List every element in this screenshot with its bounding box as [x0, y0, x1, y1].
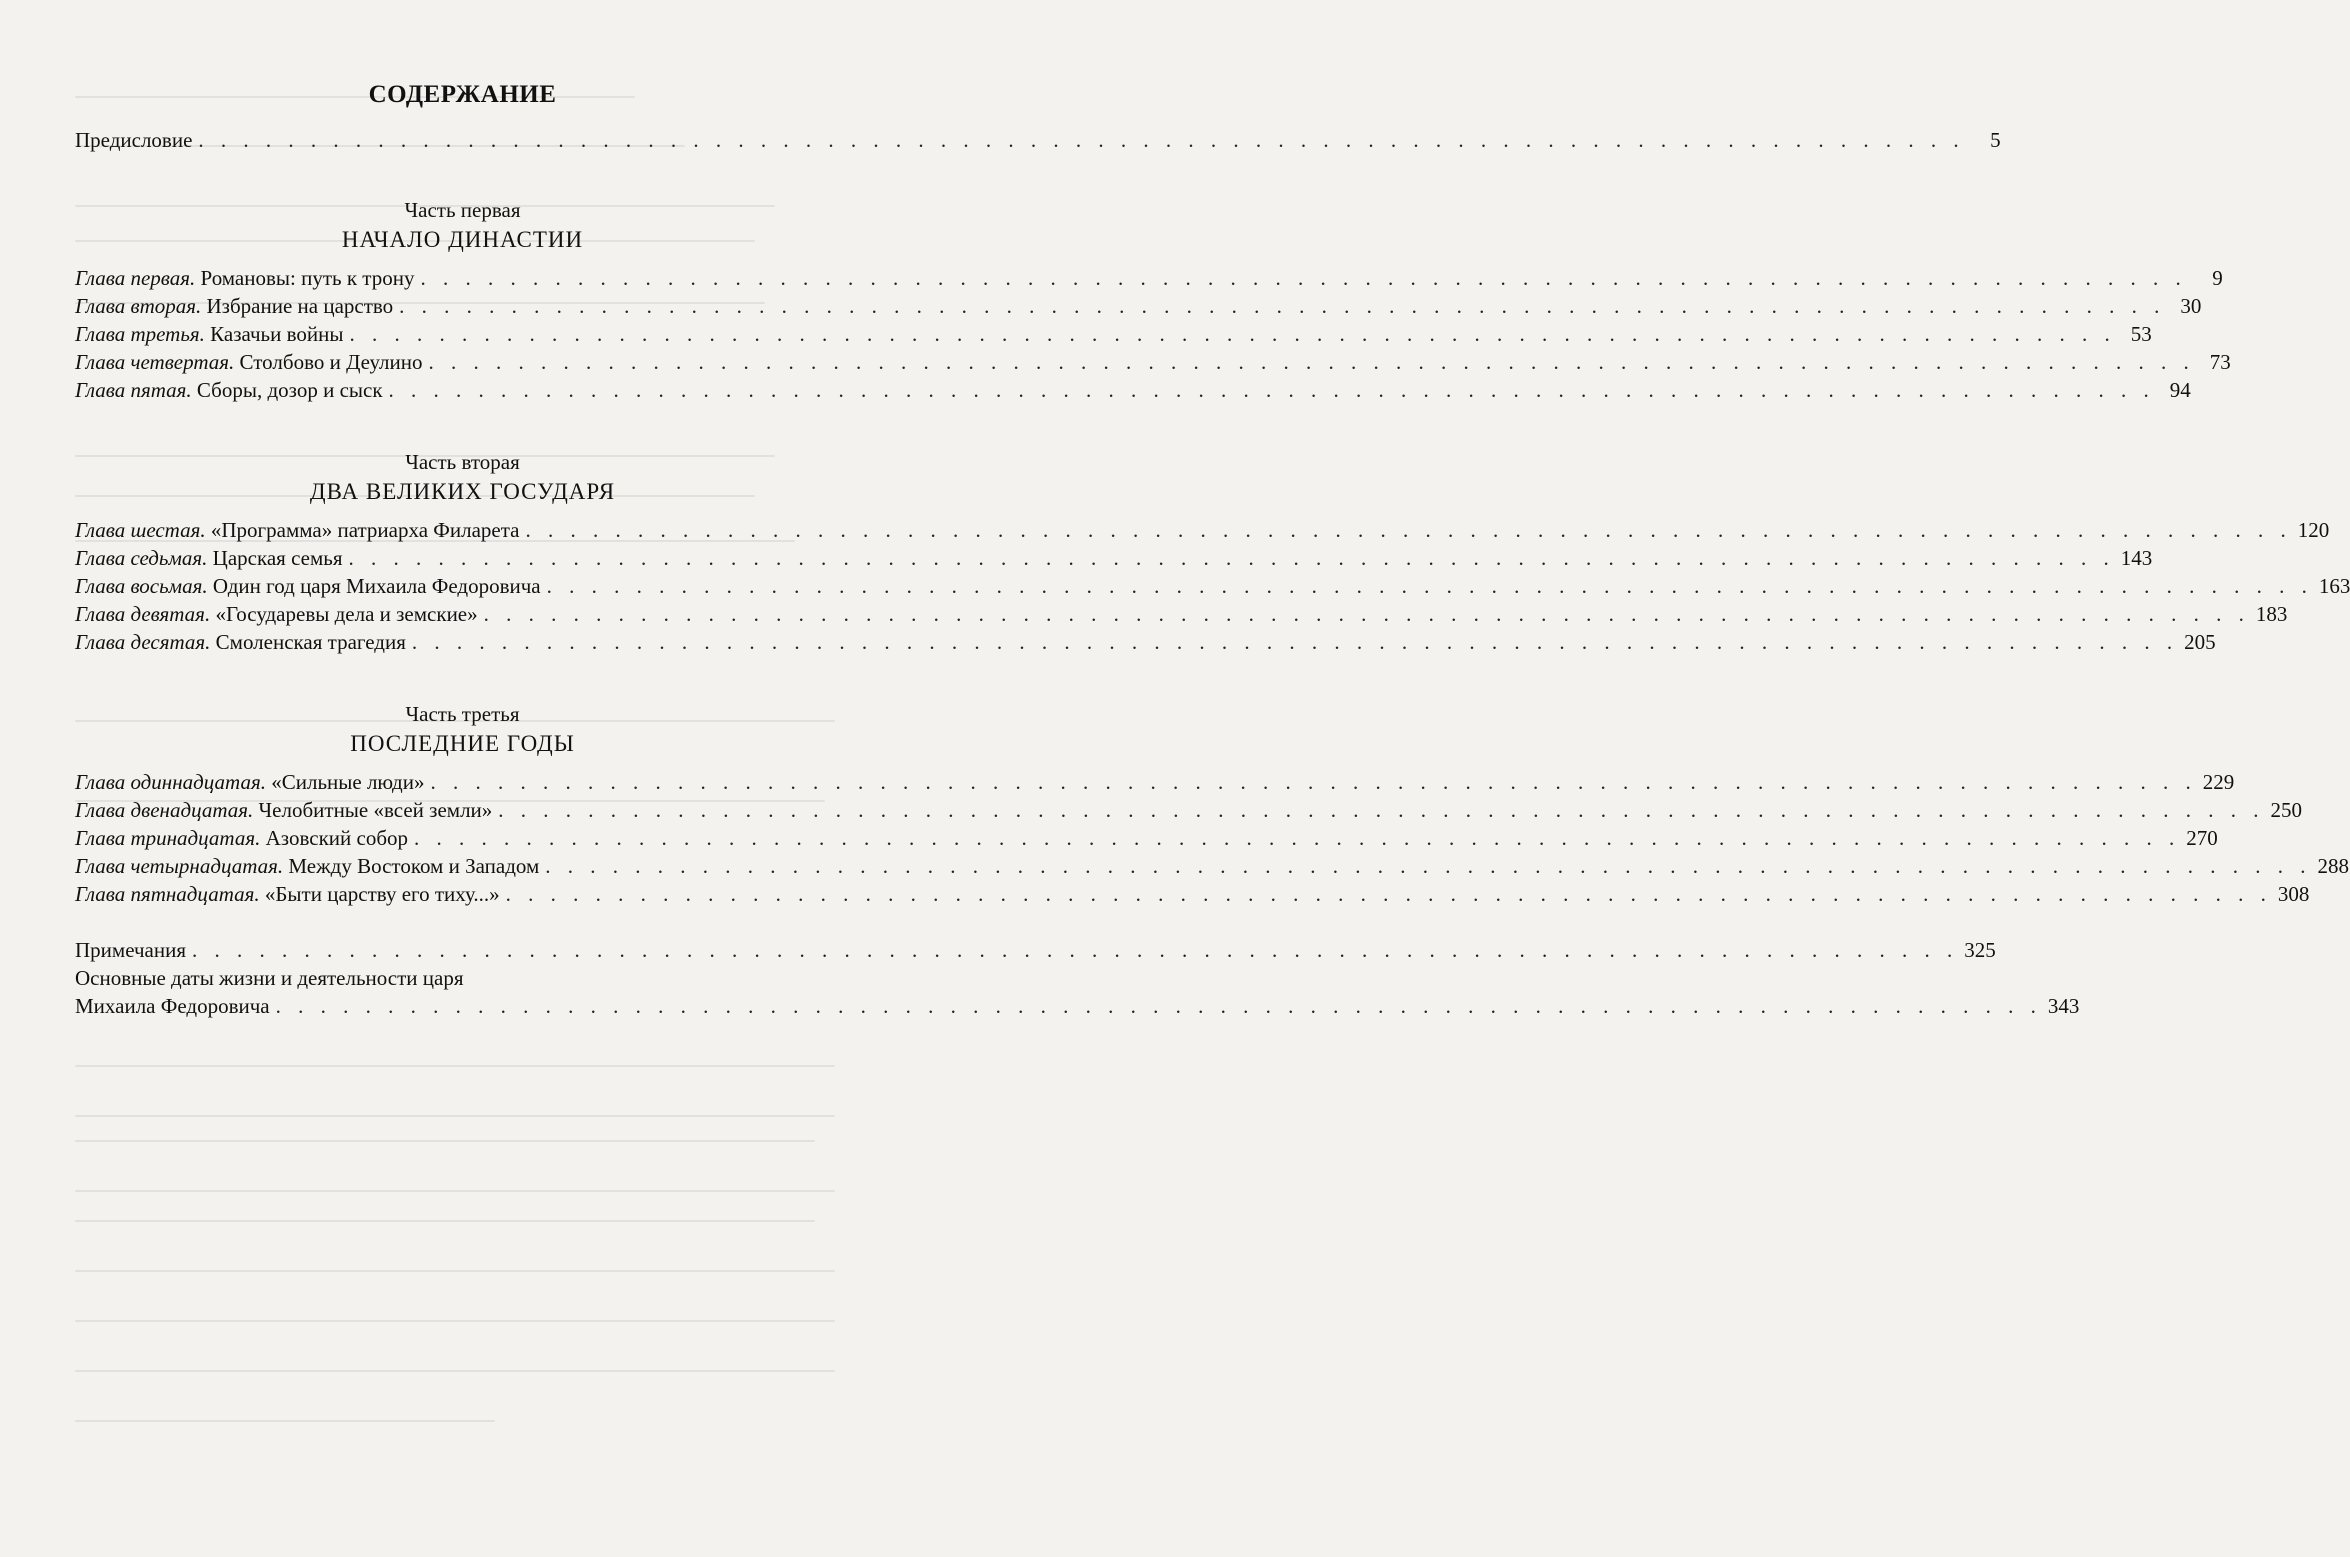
dot-leader: . . . . . . . . . . . . . . . . . . . . . . . . . . . . . . . . . . . . . . . . . . . . . . . . . . . . . . . . . . . . . . . . . . . . . . . . . . . . . . . — [411, 630, 2179, 654]
chapter-title: Казачьи войны — [210, 322, 344, 346]
dot-leader: . . . . . . . . . . . . . . . . . . . . . . . . . . . . . . . . . . . . . . . . . . . . . . . . . . . . . . . . . . . . . . . . . . . . . . . . . . . . . . . — [275, 994, 2042, 1018]
entry-label — [75, 796, 492, 824]
toc-entry-dates-line1[interactable]: Основные даты жизни и деятельности царя — [75, 966, 464, 990]
toc-entry-chapter[interactable] — [75, 572, 2350, 600]
chapter-title: «Государевы дела и земские» — [215, 602, 478, 626]
dot-leader: . . . . . . . . . . . . . . . . . . . . . . . . . . . . . . . . . . . . . . . . . . . . . . . . . . . . . . . . . . . . . . . . . . . . . . . . . . . . . . . — [498, 798, 2265, 822]
toc-entry-preface[interactable] — [75, 126, 2001, 154]
part-label: Часть третья — [405, 702, 520, 726]
entry-label — [75, 880, 500, 908]
page-number: 94 — [2169, 378, 2191, 402]
dot-leader: . . . . . . . . . . . . . . . . . . . . . . . . . . . . . . . . . . . . . . . . . . . . . . . . . . . . . . . . . . . . . . . . . . . . . . . . . . . . . . . — [428, 350, 2195, 374]
part-label: Часть вторая — [405, 450, 520, 474]
chapter-number: Глава двенадцатая. — [75, 798, 254, 822]
part-title: ДВА ВЕЛИКИХ ГОСУДАРЯ — [309, 479, 616, 504]
toc-entry-chapter[interactable] — [75, 292, 2202, 320]
page-number: 30 — [2180, 294, 2202, 318]
page-number: 250 — [2270, 798, 2303, 822]
entry-label — [75, 572, 541, 600]
toc-entry-chapter[interactable] — [75, 348, 2231, 376]
toc-entry-chapter[interactable] — [75, 264, 2223, 292]
toc-entry-chapter[interactable] — [75, 852, 2350, 880]
chapter-number: Глава тринадцатая. — [75, 826, 261, 850]
page-number: 343 — [2047, 994, 2080, 1018]
dot-leader: . . . . . . . . . . . . . . . . . . . . . . . . . . . . . . . . . . . . . . . . . . . . . . . . . . . . . . . . . . . . . . . . . . . . . . . . . . . . . . . — [430, 770, 2197, 794]
toc-entry-chapter[interactable] — [75, 768, 2235, 796]
chapter-title: «Быти царству его тиху...» — [264, 882, 500, 906]
dot-leader: . . . . . . . . . . . . . . . . . . . . . . . . . . . . . . . . . . . . . . . . . . . . . . . . . . . . . . . . . . . . . . . . . . . . . . . . . . . . . . . — [388, 378, 2155, 402]
chapter-title: «Сильные люди» — [271, 770, 425, 794]
chapter-number: Глава вторая. — [75, 294, 202, 318]
page-number: 270 — [2186, 826, 2218, 850]
page-number: 53 — [2130, 322, 2152, 346]
chapter-number: Глава десятая. — [75, 630, 211, 654]
part-label: Часть первая — [404, 198, 521, 222]
dot-leader: . . . . . . . . . . . . . . . . . . . . . . . . . . . . . . . . . . . . . . . . . . . . . . . . . . . . . . . . . . . . . . . . . . . . . . . . . . . . . . . — [348, 546, 2115, 570]
entry-label — [75, 516, 520, 544]
chapter-number: Глава пятнадцатая. — [75, 882, 260, 906]
entry-label: Примечания — [75, 938, 187, 962]
dot-leader: . . . . . . . . . . . . . . . . . . . . . . . . . . . . . . . . . . . . . . . . . . . . . . . . . . . . . . . . . . . . . . . . . . . . . . . . . . . . . . . — [420, 266, 2187, 290]
chapter-number: Глава пятая. — [75, 378, 192, 402]
part-title: ПОСЛЕДНИЕ ГОДЫ — [350, 731, 575, 756]
dot-leader: . . . . . . . . . . . . . . . . . . . . . . . . . . . . . . . . . . . . . . . . . . . . . . . . . . . . . . . . . . . . . . . . . . . . . . . . . . . . . . . — [545, 854, 2312, 878]
chapter-title: Сборы, дозор и сыск — [196, 378, 383, 402]
chapter-number: Глава третья. — [75, 322, 205, 346]
page-number: 5 — [1990, 128, 2001, 152]
dot-leader: . . . . . . . . . . . . . . . . . . . . . . . . . . . . . . . . . . . . . . . . . . . . . . . . . . . . . . . . . . . . . . . . . . . . . . . . . . . . . . . — [399, 294, 2166, 318]
dot-leader: . . . . . . . . . . . . . . . . . . . . . . . . . . . . . . . . . . . . . . . . . . . . . . . . . . . . . . . . . . . . . . . . . . . . . . . . . . . . . . . — [192, 938, 1959, 962]
dot-leader: . . . . . . . . . . . . . . . . . . . . . . . . . . . . . . . . . . . . . . . . . . . . . . . . . . . . . . . . . . . . . . . . . . . . . . . . . . . . . . . — [483, 602, 2250, 626]
toc — [75, 78, 2350, 1020]
chapter-title: Избрание на царство — [206, 294, 394, 318]
part-title: НАЧАЛО ДИНАСТИИ — [341, 227, 584, 252]
page-number: 308 — [2277, 882, 2310, 906]
dot-leader: . . . . . . . . . . . . . . . . . . . . . . . . . . . . . . . . . . . . . . . . . . . . . . . . . . . . . . . . . . . . . . . . . . . . . . . . . . . . . . . — [198, 128, 1965, 152]
entry-label — [75, 320, 343, 348]
entry-label — [75, 376, 383, 404]
entry-label — [75, 600, 478, 628]
page-number: 143 — [2120, 546, 2153, 570]
entry-label — [75, 768, 424, 796]
chapter-title: Между Востоком и Западом — [288, 854, 540, 878]
page-number: 183 — [2255, 602, 2288, 626]
entry-label — [75, 348, 423, 376]
page-number: 9 — [2212, 266, 2223, 290]
chapter-number: Глава шестая. — [75, 518, 206, 542]
dot-leader: . . . . . . . . . . . . . . . . . . . . . . . . . . . . . . . . . . . . . . . . . . . . . . . . . . . . . . . . . . . . . . . . . . . . . . . . . . . . . . . — [505, 882, 2272, 906]
chapter-number: Глава девятая. — [75, 602, 211, 626]
toc-entry-chapter[interactable] — [75, 628, 2216, 656]
chapter-number: Глава восьмая. — [75, 574, 208, 598]
entry-label: Предисловие — [75, 128, 193, 152]
page-number: 229 — [2202, 770, 2235, 794]
chapter-number: Глава четвертая. — [75, 350, 235, 374]
dot-leader: . . . . . . . . . . . . . . . . . . . . . . . . . . . . . . . . . . . . . . . . . . . . . . . . . . . . . . . . . . . . . . . . . . . . . . . . . . . . . . . — [525, 518, 2292, 542]
chapter-title: Царская семья — [212, 546, 343, 570]
page-number: 163 — [2318, 574, 2350, 598]
toc-entry-chapter[interactable] — [75, 516, 2330, 544]
dot-leader: . . . . . . . . . . . . . . . . . . . . . . . . . . . . . . . . . . . . . . . . . . . . . . . . . . . . . . . . . . . . . . . . . . . . . . . . . . . . . . . — [546, 574, 2313, 598]
chapter-number: Глава одиннадцатая. — [75, 770, 266, 794]
entry-label — [75, 292, 393, 320]
chapter-title: Смоленская трагедия — [215, 630, 406, 654]
chapter-title: Челобитные «всей земли» — [258, 798, 493, 822]
page-number: 205 — [2184, 630, 2216, 654]
chapter-title: Столбово и Деулино — [239, 350, 423, 374]
toc-entry-chapter[interactable] — [75, 824, 2218, 852]
entry-label — [75, 544, 343, 572]
toc-entry-chapter[interactable] — [75, 320, 2152, 348]
entry-label — [75, 628, 406, 656]
toc-entry-chapter[interactable] — [75, 600, 2288, 628]
chapter-title: «Программа» патриарха Филарета — [210, 518, 520, 542]
toc-entry-notes[interactable] — [75, 936, 1996, 964]
toc-entry-chapter[interactable] — [75, 880, 2310, 908]
chapter-title: Азовский собор — [265, 826, 409, 850]
entry-label — [75, 824, 408, 852]
toc-entry-chapter[interactable] — [75, 796, 2303, 824]
entry-label: Михаила Федоровича — [75, 994, 270, 1018]
chapter-number: Глава седьмая. — [75, 546, 208, 570]
dot-leader: . . . . . . . . . . . . . . . . . . . . . . . . . . . . . . . . . . . . . . . . . . . . . . . . . . . . . . . . . . . . . . . . . . . . . . . . . . . . . . . — [414, 826, 2181, 850]
chapter-number: Глава первая. — [75, 266, 196, 290]
toc-entry-chapter[interactable] — [75, 544, 2153, 572]
chapter-number: Глава четырнадцатая. — [75, 854, 284, 878]
entry-label — [75, 852, 539, 880]
entry-label — [75, 264, 414, 292]
chapter-title: Один год царя Михаила Федоровича — [212, 574, 541, 598]
toc-entry-dates[interactable] — [75, 992, 2080, 1020]
page-number: 120 — [2297, 518, 2330, 542]
page-title: СОДЕРЖАНИЕ — [368, 81, 557, 108]
toc-entry-chapter[interactable] — [75, 376, 2191, 404]
dot-leader: . . . . . . . . . . . . . . . . . . . . . . . . . . . . . . . . . . . . . . . . . . . . . . . . . . . . . . . . . . . . . . . . . . . . . . . . . . . . . . . — [349, 322, 2116, 346]
chapter-title: Романовы: путь к трону — [200, 266, 415, 290]
page-number: 325 — [1964, 938, 1996, 962]
page-number: 288 — [2317, 854, 2350, 878]
page-number: 73 — [2209, 350, 2231, 374]
